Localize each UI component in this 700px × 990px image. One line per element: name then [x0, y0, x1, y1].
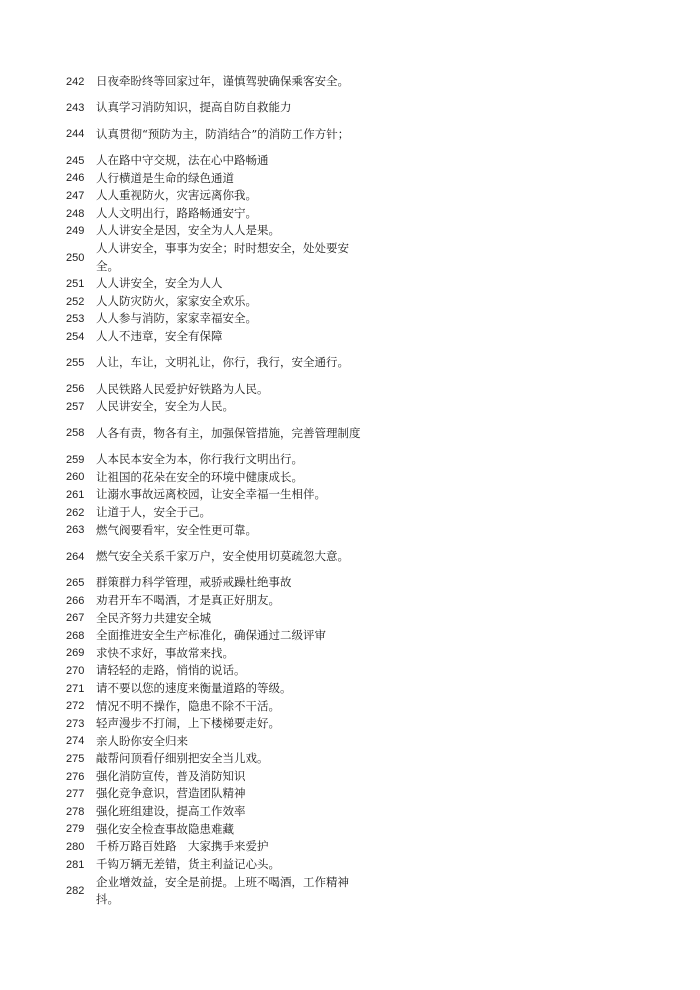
item-text: 企业增效益，安全是前提。上班不喝酒，工作精神抖。 [96, 874, 349, 906]
list-item [66, 785, 366, 803]
item-number: 268 [66, 629, 85, 642]
item-text: 轻声漫步不打闹，上下楼梯要走好。 [96, 716, 280, 731]
item-number: 243 [66, 101, 85, 114]
list-item [66, 609, 366, 627]
item-number: 269 [66, 647, 85, 660]
item-number: 280 [66, 840, 85, 853]
item-number: 262 [66, 506, 85, 519]
item-number: 271 [66, 682, 85, 695]
list-item [66, 662, 366, 680]
item-number: 244 [66, 128, 85, 141]
item-number: 250 [66, 251, 85, 264]
list-item [66, 733, 366, 751]
item-text: 人人讲安全，安全为人人 [96, 276, 223, 291]
item-text: 群策群力科学管理，戒骄戒躁杜绝事故 [96, 575, 292, 590]
item-number: 276 [66, 770, 85, 783]
list-item [66, 592, 366, 610]
list-item [66, 486, 366, 504]
item-text: 人人参与消防，家家幸福安全。 [96, 311, 257, 326]
list-item [66, 381, 366, 399]
item-text: 让溺水事故远离校园，让安全幸福一生相伴。 [96, 487, 326, 502]
list-item [66, 821, 366, 839]
item-text: 人人不违章，安全有保障 [96, 329, 223, 344]
list-item [66, 64, 366, 99]
list-item [66, 750, 366, 768]
item-number: 282 [66, 884, 85, 897]
list-item [66, 152, 366, 170]
item-number: 246 [66, 172, 85, 185]
list-item [66, 539, 366, 574]
list-item [66, 293, 366, 311]
item-number: 252 [66, 295, 85, 308]
item-text: 人人讲安全是因，安全为人人是果。 [96, 223, 280, 238]
list-item [66, 680, 366, 698]
item-text: 请不要以您的速度来衡量道路的等级。 [96, 680, 292, 695]
item-number: 259 [66, 453, 85, 466]
item-text: 人让，车让，文明礼让，你行，我行，安全通行。 [96, 355, 349, 370]
item-text: 认真贯彻“预防为主，防消结合”的消防工作方针； [96, 126, 350, 141]
list-item [66, 873, 366, 908]
list-item [66, 187, 366, 205]
item-text: 人本民本安全为本，你行我行文明出行。 [96, 452, 303, 467]
item-number: 281 [66, 858, 85, 871]
item-number: 264 [66, 550, 85, 563]
list-item [66, 521, 366, 539]
item-number: 265 [66, 577, 85, 590]
item-number: 263 [66, 524, 85, 537]
list-item [66, 451, 366, 469]
item-text: 人人重视防火，灾害远离你我。 [96, 188, 257, 203]
item-number: 278 [66, 805, 85, 818]
item-text: 认真学习消防知识，提高自防自救能力 [96, 100, 292, 115]
item-number: 254 [66, 330, 85, 343]
item-text: 日夜牵盼终等回家过年，谨慎驾驶确保乘客安全。 [96, 73, 349, 88]
item-text: 强化竞争意识，营造团队精神 [96, 786, 246, 801]
item-text: 请轻轻的走路，悄悄的说话。 [96, 663, 246, 678]
item-number: 266 [66, 594, 85, 607]
item-number: 277 [66, 788, 85, 801]
item-number: 251 [66, 277, 85, 290]
list-item [66, 240, 366, 275]
item-number: 270 [66, 664, 85, 677]
list-item [66, 697, 366, 715]
list-item [66, 117, 366, 152]
list-item [66, 346, 366, 381]
item-text: 人人讲安全，事事为安全；时时想安全，处处要安全。 [96, 241, 349, 273]
item-number: 247 [66, 189, 85, 202]
item-text: 人行横道是生命的绿色通道 [96, 170, 234, 185]
item-number: 261 [66, 489, 85, 502]
item-text: 求快不求好，事故常来找。 [96, 645, 234, 660]
item-text: 千钩万辆无差错，货主利益记心头。 [96, 856, 280, 871]
slogan-list [66, 64, 366, 909]
item-text: 人民讲安全，安全为人民。 [96, 399, 234, 414]
list-item [66, 170, 366, 188]
item-number: 258 [66, 427, 85, 440]
list-item [66, 504, 366, 522]
item-text: 强化班组建设，提高工作效率 [96, 804, 246, 819]
list-item [66, 627, 366, 645]
list-item [66, 715, 366, 733]
item-text: 人人防灾防火，家家安全欢乐。 [96, 293, 257, 308]
list-item [66, 768, 366, 786]
item-text: 人民铁路人民爱护好铁路为人民。 [96, 381, 269, 396]
item-number: 274 [66, 735, 85, 748]
item-text: 强化消防宣传，普及消防知识 [96, 768, 246, 783]
item-number: 279 [66, 823, 85, 836]
item-text: 强化安全检查事故隐患难藏 [96, 821, 234, 836]
item-text: 让祖国的花朵在安全的环境中健康成长。 [96, 469, 303, 484]
list-item [66, 645, 366, 663]
item-text: 敲帮问顶看仔细别把安全当儿戏。 [96, 751, 269, 766]
list-item [66, 99, 366, 117]
item-text: 千桥万路百姓路 大家携手来爱护 [96, 839, 269, 854]
item-text: 劝君开车不喝酒，才是真正好朋友。 [96, 592, 280, 607]
item-text: 燃气阀要看牢，安全性更可靠。 [96, 522, 257, 537]
item-text: 人各有责，物各有主，加强保管措施，完善管理制度 [96, 425, 361, 440]
list-item [66, 328, 366, 346]
list-item [66, 275, 366, 293]
item-text: 全面推进安全生产标准化，确保通过二级评审 [96, 628, 326, 643]
list-item [66, 310, 366, 328]
list-item [66, 469, 366, 487]
list-item [66, 803, 366, 821]
item-text: 全民齐努力共建安全城 [96, 610, 211, 625]
list-item [66, 838, 366, 856]
item-number: 256 [66, 383, 85, 396]
list-item [66, 574, 366, 592]
item-number: 273 [66, 717, 85, 730]
item-number: 275 [66, 752, 85, 765]
item-number: 245 [66, 154, 85, 167]
list-item [66, 222, 366, 240]
list-item [66, 416, 366, 451]
item-text: 燃气安全关系千家万户，安全使用切莫疏忽大意。 [96, 548, 349, 563]
item-number: 249 [66, 225, 85, 238]
item-text: 情况不明不操作，隐患不除不干活。 [96, 698, 280, 713]
item-number: 272 [66, 700, 85, 713]
list-item [66, 205, 366, 223]
item-number: 253 [66, 313, 85, 326]
item-number: 260 [66, 471, 85, 484]
item-number: 242 [66, 75, 85, 88]
list-item [66, 398, 366, 416]
item-number: 267 [66, 612, 85, 625]
item-text: 人人文明出行，路路畅通安宁。 [96, 205, 257, 220]
item-number: 257 [66, 401, 85, 414]
item-number: 255 [66, 357, 85, 370]
item-text: 让道于人，安全于己。 [96, 504, 211, 519]
item-text: 亲人盼你安全归来 [96, 733, 188, 748]
item-number: 248 [66, 207, 85, 220]
item-text: 人在路中守交规，法在心中路畅通 [96, 153, 269, 168]
list-item [66, 856, 366, 874]
